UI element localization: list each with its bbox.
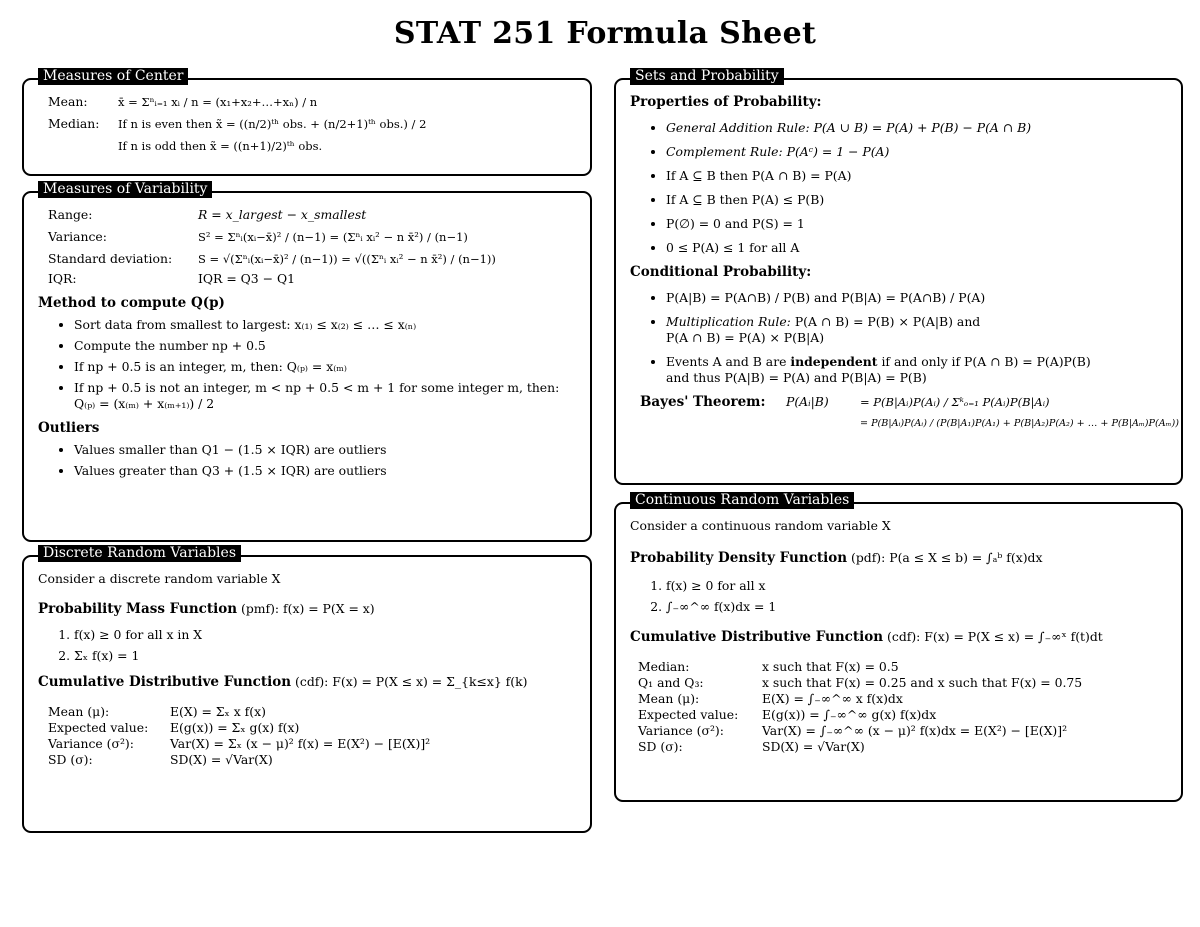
method-heading: Method to compute Q(p): [38, 295, 225, 311]
row-label: Q₁ and Q₃:: [638, 675, 704, 690]
rule-expression: P(A ∩ B) = P(B) × P(A|B) and: [794, 314, 981, 329]
table-row: [638, 659, 1171, 675]
pmf-heading: Probability Mass Function: [38, 601, 238, 617]
cdf-line: [38, 674, 580, 690]
independence-term: independent: [790, 354, 878, 369]
pmf-list: [38, 627, 580, 664]
row-label: SD (σ):: [638, 739, 683, 754]
rule-expression: P(A ∪ B) = P(A) + P(B) − P(A ∩ B): [813, 120, 1032, 135]
rule-name: Complement Rule:: [666, 144, 783, 159]
row-label: Expected value:: [638, 707, 739, 722]
table-row: [638, 739, 1171, 755]
row-label: Median:: [638, 659, 690, 674]
bayes-theorem: [630, 394, 1180, 432]
box-label: Discrete Random Variables: [38, 545, 241, 562]
rule-expression: P(Aᶜ) = 1 − P(A): [786, 144, 890, 159]
box-label: Continuous Random Variables: [630, 492, 854, 509]
bayes-row: [640, 394, 1171, 410]
list-item: 2. Σₓ f(x) = 1: [74, 648, 580, 664]
measures-of-variability-box: [22, 181, 592, 542]
sd-expression: S = √(Σⁿᵢ(xᵢ−x̄)² / (n−1)) = √((Σⁿᵢ xᵢ² − n x̄²) / (n−1)): [198, 252, 496, 266]
properties-list: [630, 120, 1171, 256]
box-content: [630, 94, 1180, 432]
sd-label: Standard deviation:: [48, 251, 173, 266]
row-label: Expected value:: [48, 720, 149, 735]
list-item: [666, 354, 1171, 386]
range-label: Range:: [48, 207, 93, 222]
bayes-lhs: P(Aᵢ|B): [786, 394, 829, 409]
variance-expression: S² = Σⁿᵢ(xᵢ−x̄)² / (n−1) = (Σⁿᵢ xᵢ² − n x̄²) / (n−1): [198, 230, 468, 244]
cdf-heading: Cumulative Distributive Function: [630, 629, 884, 645]
table-row: [638, 691, 1171, 707]
list-item: • Values smaller than Q1 − (1.5 × IQR) are outliers: [74, 442, 580, 458]
independence-text: and thus P(A|B) = P(A) and P(B|A) = P(B): [666, 370, 927, 385]
table-row: [638, 675, 1171, 691]
iqr-label: IQR:: [48, 271, 77, 286]
list-item: • If np + 0.5 is not an integer, m < np + 0.5 < m + 1 for some integer m, then: Q₍ₚ₎ = (x₍ₘ₎ + x₍ₘ₊₁₎) / 2: [74, 380, 580, 412]
row-expression: SD(X) = √Var(X): [170, 752, 273, 767]
table-row: [48, 704, 580, 720]
rule-expression: P(A ∩ B) = P(A) × P(B|A): [666, 330, 825, 345]
list-item: • P(∅) = 0 and P(S) = 1: [666, 216, 1171, 232]
range-row: [38, 207, 580, 223]
row-label: Variance (σ²):: [48, 736, 134, 751]
median-odd-expression: If n is odd then x̃ = ((n+1)/2)ᵗʰ obs.: [118, 139, 323, 153]
properties-heading: Properties of Probability:: [630, 94, 822, 110]
table-row: [48, 720, 580, 736]
row-expression: E(X) = Σₓ x f(x): [170, 704, 266, 719]
sets-and-probability-box: [614, 68, 1183, 485]
discrete-random-variables-box: [22, 545, 592, 833]
list-item: 2. ∫₋∞^∞ f(x)dx = 1: [666, 599, 1171, 615]
pmf-line: [38, 601, 580, 617]
box-label: Measures of Variability: [38, 181, 212, 198]
row-expression: Var(X) = Σₓ (x − μ)² f(x) = E(X²) − [E(X)]²: [170, 736, 431, 751]
outliers-heading: Outliers: [38, 420, 100, 436]
independence-text: if and only if P(A ∩ B) = P(A)P(B): [881, 354, 1091, 369]
row-label: Mean (μ):: [48, 704, 110, 719]
range-expression: R = x_largest − x_smallest: [198, 207, 367, 222]
continuous-summary-table: [630, 659, 1171, 755]
conditional-heading: Conditional Probability:: [630, 264, 812, 280]
table-row: [48, 752, 580, 768]
bayes-expression: = P(B|Aᵢ)P(Aᵢ) / (P(B|A₁)P(A₁) + P(B|A₂)P(A₂) + … + P(B|Aₘ)P(Aₘ)): [860, 418, 1180, 429]
sd-row: [38, 251, 580, 267]
cdf-definition: (cdf): F(x) = P(X ≤ x) = Σ_{k≤x} f(k): [295, 674, 528, 689]
conditional-list: [630, 290, 1171, 386]
mean-label: Mean:: [48, 94, 88, 109]
row-expression: E(X) = ∫₋∞^∞ x f(x)dx: [762, 691, 903, 706]
mean-expression: x̄ = Σⁿᵢ₌₁ xᵢ / n = (x₁+x₂+…+xₙ) / n: [118, 95, 318, 109]
row-expression: E(g(x)) = ∫₋∞^∞ g(x) f(x)dx: [762, 707, 937, 722]
bayes-heading: Bayes' Theorem:: [640, 394, 766, 410]
box-label: Sets and Probability: [630, 68, 784, 85]
continuous-random-variables-box: [614, 492, 1183, 802]
row-label: Variance (σ²):: [638, 723, 724, 738]
measures-of-center-box: [22, 68, 592, 176]
box-content: [38, 207, 580, 485]
rule-name: General Addition Rule:: [666, 120, 810, 135]
bayes-row: [640, 416, 1180, 432]
cdf-definition: (cdf): F(x) = P(X ≤ x) = ∫₋∞ˣ f(t)dt: [887, 629, 1103, 644]
table-row: [638, 723, 1171, 739]
row-expression: SD(X) = √Var(X): [762, 739, 865, 754]
list-item: • Values greater than Q3 + (1.5 × IQR) are outliers: [74, 463, 580, 479]
list-item: • If A ⊆ B then P(A) ≤ P(B): [666, 192, 1171, 208]
box-label: Measures of Center: [38, 68, 188, 85]
list-item: 1. f(x) ≥ 0 for all x in X: [74, 627, 580, 643]
list-item: • If A ⊆ B then P(A ∩ B) = P(A): [666, 168, 1171, 184]
mean-row: [48, 94, 580, 110]
row-label: Mean (μ):: [638, 691, 700, 706]
list-item: • 0 ≤ P(A) ≤ 1 for all A: [666, 240, 1171, 256]
list-item: 1. f(x) ≥ 0 for all x: [666, 578, 1171, 594]
median-label: Median:: [48, 116, 100, 131]
row-expression: Var(X) = ∫₋∞^∞ (x − μ)² f(x)dx = E(X²) − [E(X)]²: [762, 723, 1068, 738]
box-content: [38, 571, 580, 768]
continuous-intro: Consider a continuous random variable X: [630, 518, 891, 533]
pdf-list: [630, 578, 1171, 615]
list-item: • Compute the number np + 0.5: [74, 338, 580, 354]
row-expression: x such that F(x) = 0.5: [762, 659, 899, 674]
discrete-intro: Consider a discrete random variable X: [38, 571, 281, 586]
pmf-definition: (pmf): f(x) = P(X = x): [241, 601, 375, 616]
list-item: • If np + 0.5 is an integer, m, then: Q₍ₚ₎ = x₍ₘ₎: [74, 359, 580, 375]
list-item: [666, 314, 1171, 346]
box-content: [630, 518, 1171, 755]
list-item: • P(A|B) = P(A∩B) / P(B) and P(B|A) = P(A∩B) / P(A): [666, 290, 1171, 306]
pdf-line: [630, 550, 1171, 566]
row-label: SD (σ):: [48, 752, 93, 767]
row-expression: E(g(x)) = Σₓ g(x) f(x): [170, 720, 300, 735]
list-item: [666, 144, 1171, 160]
page-title: STAT 251 Formula Sheet: [393, 16, 817, 51]
list-item: • Sort data from smallest to largest: x₍₁₎ ≤ x₍₂₎ ≤ … ≤ x₍ₙ₎: [74, 317, 580, 333]
cdf-line: [630, 629, 1171, 645]
median-even-row: [48, 116, 580, 132]
box-content: [48, 94, 580, 154]
variance-row: [38, 229, 580, 245]
iqr-expression: IQR = Q3 − Q1: [198, 271, 295, 286]
method-list: [38, 317, 580, 412]
table-row: [48, 736, 580, 752]
rule-name: Multiplication Rule:: [666, 314, 791, 329]
pdf-definition: (pdf): P(a ≤ X ≤ b) = ∫ₐᵇ f(x)dx: [851, 550, 1043, 565]
independence-text: Events A and B are: [666, 354, 787, 369]
cdf-heading: Cumulative Distributive Function: [38, 674, 292, 690]
outliers-list: [38, 442, 580, 479]
bayes-expression: = P(B|Aᵢ)P(Aᵢ) / Σᵏₒ₌₁ P(Aᵢ)P(B|Aᵢ): [860, 395, 1050, 409]
table-row: [638, 707, 1171, 723]
pdf-heading: Probability Density Function: [630, 550, 848, 566]
discrete-summary-table: [38, 704, 580, 768]
variance-label: Variance:: [48, 229, 107, 244]
median-odd-row: [48, 138, 580, 154]
row-expression: x such that F(x) = 0.25 and x such that F(x) = 0.75: [762, 675, 1083, 690]
iqr-row: [38, 271, 580, 287]
median-even-expression: If n is even then x̃ = ((n/2)ᵗʰ obs. + (n/2+1)ᵗʰ obs.) / 2: [118, 117, 427, 131]
list-item: [666, 120, 1171, 136]
